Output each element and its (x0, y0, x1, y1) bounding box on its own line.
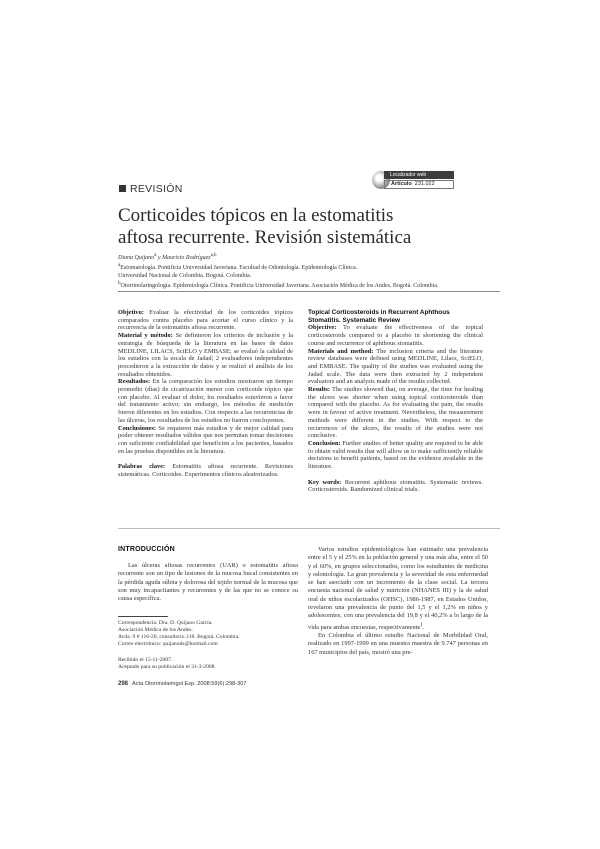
abstract-bottom-rule (118, 528, 500, 529)
section-label (119, 183, 183, 195)
abstract-keywords: Palabras clave: Estomatitis aftosa recurrente. Revisiones sistemáticas. Corticoides. Experimentos clínicos aleatorizados. (118, 463, 293, 479)
dates-block: Recibido el 15-11-2007. Aceptado para su publicación el 31-3-2008. (118, 657, 216, 670)
correspondence-email[interactable]: Correo electrónico: quijanods@hotmail.com (118, 640, 218, 647)
footnote-rule (118, 616, 168, 617)
affiliation-a-2: Universidad Nacional de Colombia. Bogotá. Colombia. (118, 272, 252, 279)
author-names: Diana Quijano$^a$ y Mauricio Rodríguez$^{a,b}$ (118, 253, 217, 261)
abstract-spanish (118, 309, 293, 479)
title-line-1: Corticoides tópicos en la estomatitis (118, 205, 394, 226)
intro-left-column (118, 562, 298, 603)
affiliation-b: $^b$Otorrinolaringología. Epidemiología Clínica. Pontificia Universidad Javeriana. Asociación Médica de los Andes. Bogotá. Colombia. (118, 280, 439, 289)
abstract-english (308, 309, 483, 494)
intro-right-column (308, 546, 488, 657)
section-label-text: REVISIÓN (130, 183, 183, 195)
article-title (118, 205, 498, 249)
article-code-box (384, 180, 454, 189)
page-footer (118, 681, 246, 687)
intro-heading: INTRODUCCIÓN (118, 546, 175, 553)
abstract-conclusions: Conclusiones: Se requieren más estudios y de mejor calidad para poder obtener resultados válidos que nos permitan tomar decisiones con suficiente confiabilidad que beneficien a los pacientes, basados en las pruebas disponibles en la literatura. (118, 424, 293, 455)
article-label: Artículo (391, 181, 412, 187)
abstract-objective: Objetivo: Evaluar la efectividad de los corticoides tópicos comparados contra placebo para acortar el curso clínico y la recurrencia de la estomatitis aftosa recurrente. (118, 309, 293, 332)
journal-citation: Acta Otorrinolaringol Esp. 2008;59(6):298-307 (132, 681, 247, 687)
web-locator-label: Localizador web (384, 171, 454, 179)
intro-paragraph: Las úlceras aftosas recurrentes (UAR) o estomatitis aftosa recurrente son un tipo de lesiones de la mucosa bucal consistentes en la pérdida aguda súbita y dolorosa del tejido normal de la mucosa que son muy incapacitantes y recurrentes y de las que no se conoce su causa específica. (118, 562, 298, 603)
abstract-top-rule (118, 291, 500, 292)
title-line-2: aftosa recurrente. Revisión sistemática (118, 227, 412, 248)
abstract-en-results: Results: The studies showed that, on average, the time for healing the ulcers was shorter when using topical corticosteroids than compared with the placebo. As for evaluating the pain, the results were in favour of active treatment. Nevertheless, the measurement methods were different in the studies. With respect to the recurrences of the ulcers, the results of the studies were not conclusive. (308, 386, 483, 440)
abstract-en-keywords: Key words: Recurrent aphthous stomatitis. Systematic reviews. Corticosteroids. Randomized clinical trials. (308, 478, 483, 494)
abstract-method: Material y método: Se definieron los criterios de inclusión y la estrategia de búsqueda de la literatura en las bases de datos MEDLINE, LILACS, SciELO y EMBASE; se evaluó la calidad de los estudios con la escala de Jadad; 2 evaluadores independientes procedieron a la extracción de datos y se realizó el análisis de los resultados obtenidos. (118, 332, 293, 378)
abstract-results: Resultados: En la comparación los estudios mostraron un tiempo promedio (días) de cicatrización menor con corticoide tópico que con placebo. Al evaluar el dolor, los resultados estuvieron a favor del tratamiento activo; sin embargo, los métodos de medición fueron diferentes en los estudios. Con respecto a las recurrencias de las úlceras, los resultados de los estudios no fueron concluyentes. (118, 378, 293, 424)
abstract-en-objective: Objective: To evaluate the effectiveness of the topical corticosteroids compared to a placebo in shortening the clinical course and recurrence of aphthous stomatitis. (308, 324, 484, 347)
square-bullet-icon (119, 185, 126, 192)
english-title: Topical Corticosteroids in Recurrent Aphthous Stomatitis. Systematic Review (308, 309, 450, 324)
page-number: 298 (118, 681, 129, 687)
intro-paragraph-prevalence: Varios estudios epidemiológicos han estimado una prevalencia entre el 5 y el 25% en la población general y una más alta, entre el 50 y el 60%, en grupos seleccionados, como los estudiantes de medicina y odontología. La gran prevalencia y la severidad de esta enfermedad se han asociado con un incremento de la clase social. La tercera encuesta nacional de salud y nutrición (NHANES III) y la de salud oral de niños escolarizados (OHSC), 1986-1987, en Estados Unidos, revelaron una prevalencia de punto del 1,5 y el 1,2% en niños y adolescentes, con una prevalencia del 19,8 y el 40,2% a lo largo de la vida para ambas encuestas, respectivamente$^1$. (308, 546, 488, 631)
correspondence-block: Correspondencia: Dra. D. Quijano García. Asociación Médica de los Andes. Avda. 9 # 116-20, consultorio 218. Bogotá. Colombia. Correo electrónico: quijanods@hotmail.com (118, 620, 298, 648)
abstract-en-method: Materials and method: The inclusion criteria and the literature review databases were defined using MEDLINE, Lilacs, SciELO, and EMBASE. The quality of the studies was evaluated using the Jadad scale. The data were then extracted by 2 independent evaluators and an analysis made of the results collected. (308, 347, 484, 386)
web-locator-badge[interactable] (372, 171, 454, 191)
affiliation-a: $^a$Estomatología. Pontificia Universidad Javeriana. Facultad de Odontología. Epidemiología Clínica. (118, 263, 358, 272)
intro-paragraph-colombia: En Colombia el último estudio Nacional de Morbilidad Oral, realizado en 1997-1999 en una muestra maestra de 9.747 personas en 167 municipios del país, mostró una pre- (308, 632, 488, 656)
authors-block (118, 252, 498, 290)
article-code: 231.022 (414, 181, 435, 187)
abstract-en-conclusion: Conclusion: Further studies of better quality are required to be able to obtain valid results that will allow us to make sufficiently reliable decisions to benefit patients, based on the evidence available in the literature. (308, 439, 483, 471)
